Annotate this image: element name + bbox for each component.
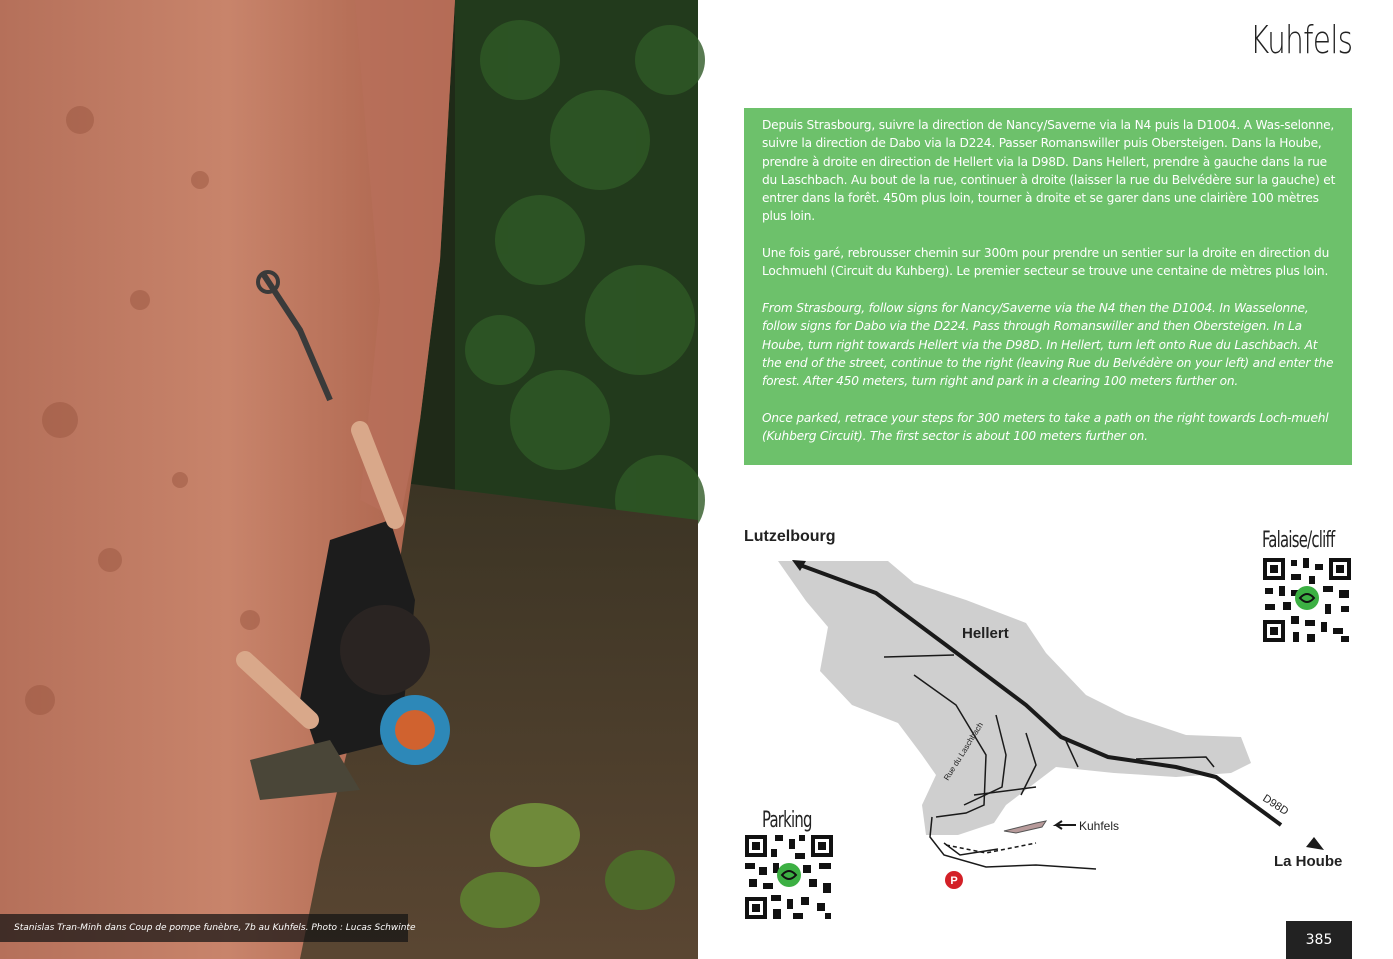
arrow-to-la-hoube-icon [1306, 837, 1324, 850]
label-hellert: Hellert [962, 625, 1009, 642]
access-en-paragraph-2: Once parked, retrace your steps for 300 meters to take a path on the right towards Loch-muehl (Kuhberg Circuit). The first sector is about 100 meters further on. [762, 410, 1329, 444]
label-lutzelbourg: Lutzelbourg [744, 528, 836, 545]
arrow-to-crag-icon [1056, 821, 1076, 829]
label-rue-du-laschbach: Rue du Laschbach [942, 720, 986, 783]
label-kuhfels: Kuhfels [1079, 819, 1120, 833]
access-info-box [744, 108, 1352, 465]
photo-caption: Stanislas Tran-Minh dans Coup de pompe funèbre, 7b au Kuhfels. Photo : Lucas Schwinte [0, 914, 408, 942]
parking-marker [945, 871, 963, 889]
label-la-hoube: La Hoube [1274, 853, 1343, 870]
qr-label-parking: Parking [762, 808, 812, 833]
page-number: 385 [1286, 921, 1352, 959]
access-en-paragraph-1: From Strasbourg, follow signs for Nancy/Saverne via the N4 then the D1004. In Wasselonne, follow signs for Dabo via the D224. Pass through Romanswiller and then Obersteigen. In La Hoube, turn right towards Hellert via the D98D. In Hellert, turn left onto Rue du Laschbach. At the end of the street, continue to the right (leaving Rue du Belvédère on your left) and enter the forest. After 450 meters, turn right and park in a clearing 100 meters further on. [762, 300, 1334, 389]
parking-marker-letter: P [950, 875, 958, 887]
qr-code-parking[interactable] [743, 833, 835, 921]
crag-kuhfels [1004, 821, 1046, 833]
qr-code-cliff[interactable] [1261, 556, 1353, 644]
access-fr-paragraph-2: Une fois garé, rebrousser chemin sur 300m pour prendre un sentier sur la droite en direction du Lochmuehl (Circuit du Kuhberg). Le premier secteur se trouve une centaine de mètres plus loin. [762, 246, 1330, 279]
page-title: Kuhfels [1249, 18, 1352, 62]
approach-path [946, 843, 1036, 853]
label-road-d98d: D98D [1260, 792, 1291, 818]
access-fr-paragraph-1: Depuis Strasbourg, suivre la direction de Nancy/Saverne via la N4 puis la D1004. A Was-selonne, suivre la direction de Dabo via la D224. Passer Romanswiller puis Obersteigen. Dans la Hoube, prendre à droite en direction de Hellert via la D98D. Dans Hellert, prendre à gauche dans la rue du Laschbach. Au bout de la rue, continuer à droite (laisser la rue du Belvédère sur la gauche) et entrer dans la forêt. 450m plus loin, tourner à droite et se garer dans une clairière 100 mètres plus loin. [762, 118, 1336, 224]
qr-label-cliff: Falaise/cliff [1262, 528, 1335, 553]
